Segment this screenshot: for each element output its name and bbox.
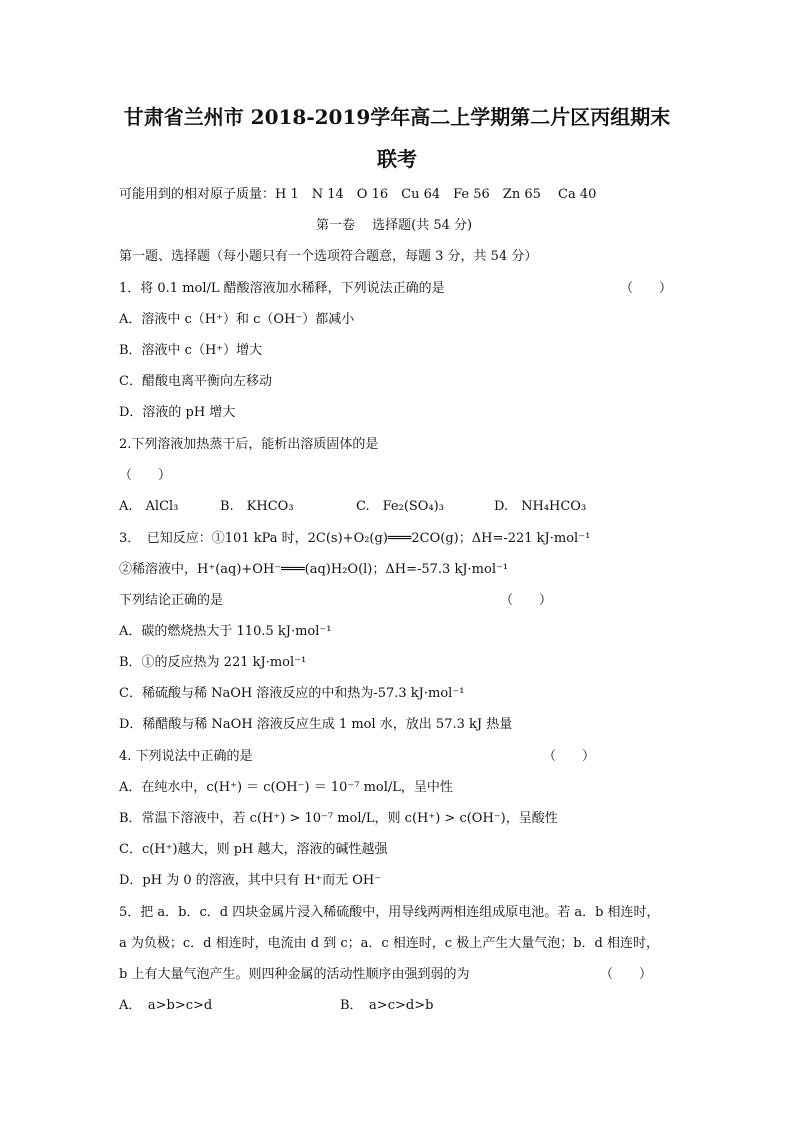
q3-line3: 下列结论正确的是 [119, 593, 224, 608]
q1-answer-paren: （ ） [620, 281, 673, 296]
q4-answer-paren: （ ） [543, 749, 596, 764]
q2-option-b: B. KHCO₃ [220, 499, 294, 514]
q2-option-d: D. NH₄HCO₃ [494, 499, 587, 514]
q1-stem: 1．将 0.1 mol/L 醋酸溶液加水稀释，下列说法正确的是 [119, 281, 445, 296]
q3-answer-paren: （ ） [500, 593, 553, 608]
q5-answer-paren: （ ） [600, 967, 653, 982]
q5-line2: a 为负极；c．d 相连时，电流由 d 到 c；a．c 相连时，c 极上产生大量气泡；b．d 相连时， [119, 936, 659, 951]
q5-line1: 5．把 a．b．c．d 四块金属片浸入稀硫酸中，用导线两两相连组成原电池。若 a．b 相连时， [119, 905, 660, 920]
q1-option-b: B．溶液中 c（H⁺）增大 [119, 343, 263, 358]
q3-option-c: C．稀硫酸与稀 NaOH 溶液反应的中和热为-57.3 kJ·mol⁻¹ [119, 686, 465, 701]
q4-option-d: D．pH 为 0 的溶液，其中只有 H⁺而无 OH⁻ [119, 873, 382, 888]
q2-option-a: A. AlCl₃ [119, 499, 179, 514]
q2-option-c: C. Fe₂(SO₄)₃ [356, 499, 444, 514]
q5-option-b: B． a>c>d>b [340, 998, 434, 1013]
q5-option-a: A． a>b>c>d [119, 998, 213, 1013]
document-title-line2: 联考 [377, 147, 417, 171]
q1-option-a: A．溶液中 c（H⁺）和 c（OH⁻）都减小 [119, 312, 355, 327]
q4-option-a: A．在纯水中，c(H⁺) ＝ c(OH⁻) ＝ 10⁻⁷ mol/L，呈中性 [119, 780, 453, 795]
q3-option-a: A．碳的燃烧热大于 110.5 kJ·mol⁻¹ [119, 624, 332, 639]
q3-option-d: D．稀醋酸与稀 NaOH 溶液反应生成 1 mol 水，放出 57.3 kJ 热量 [119, 717, 513, 732]
q4-option-b: B．常温下溶液中，若 c(H⁺) > 10⁻⁷ mol/L，则 c(H⁺) > c(OH⁻)，呈酸性 [119, 811, 558, 826]
q3-option-b: B．①的反应热为 221 kJ·mol⁻¹ [119, 655, 307, 670]
q1-option-d: D．溶液的 pH 增大 [119, 405, 236, 420]
section-title: 第一卷 选择题(共 54 分) [316, 218, 473, 233]
q4-stem: 4. 下列说法中正确的是 [119, 749, 253, 764]
q4-option-c: C．c(H⁺)越大，则 pH 越大，溶液的碱性越强 [119, 842, 388, 857]
atomic-mass-line: 可能用到的相对原子质量：H 1 N 14 O 16 Cu 64 Fe 56 Zn 65 Ca 40 [119, 187, 597, 202]
q3-stem: 3． 已知反应：①101 kPa 时，2C(s)+O₂(g)═══2CO(g)；ΔH=-221 kJ·mol⁻¹ [119, 531, 591, 546]
q3-line2: ②稀溶液中，H⁺(aq)+OH⁻═══(aq)H₂O(l)；ΔH=-57.3 kJ·mol⁻¹ [119, 562, 509, 577]
q2-stem: 2.下列溶液加热蒸干后，能析出溶质固体的是 [119, 437, 379, 452]
section-intro: 第一题、选择题（每小题只有一个选项符合题意，每题 3 分，共 54 分） [119, 249, 538, 264]
q1-option-c: C．醋酸电离平衡向左移动 [119, 374, 272, 389]
q5-line3: b 上有大量气泡产生。则四种金属的活动性顺序由强到弱的为 [119, 967, 470, 982]
q2-answer-paren: （ ） [119, 468, 172, 483]
document-title-line1: 甘肃省兰州市 2018-2019学年高二上学期第二片区丙组期末 [123, 105, 671, 129]
